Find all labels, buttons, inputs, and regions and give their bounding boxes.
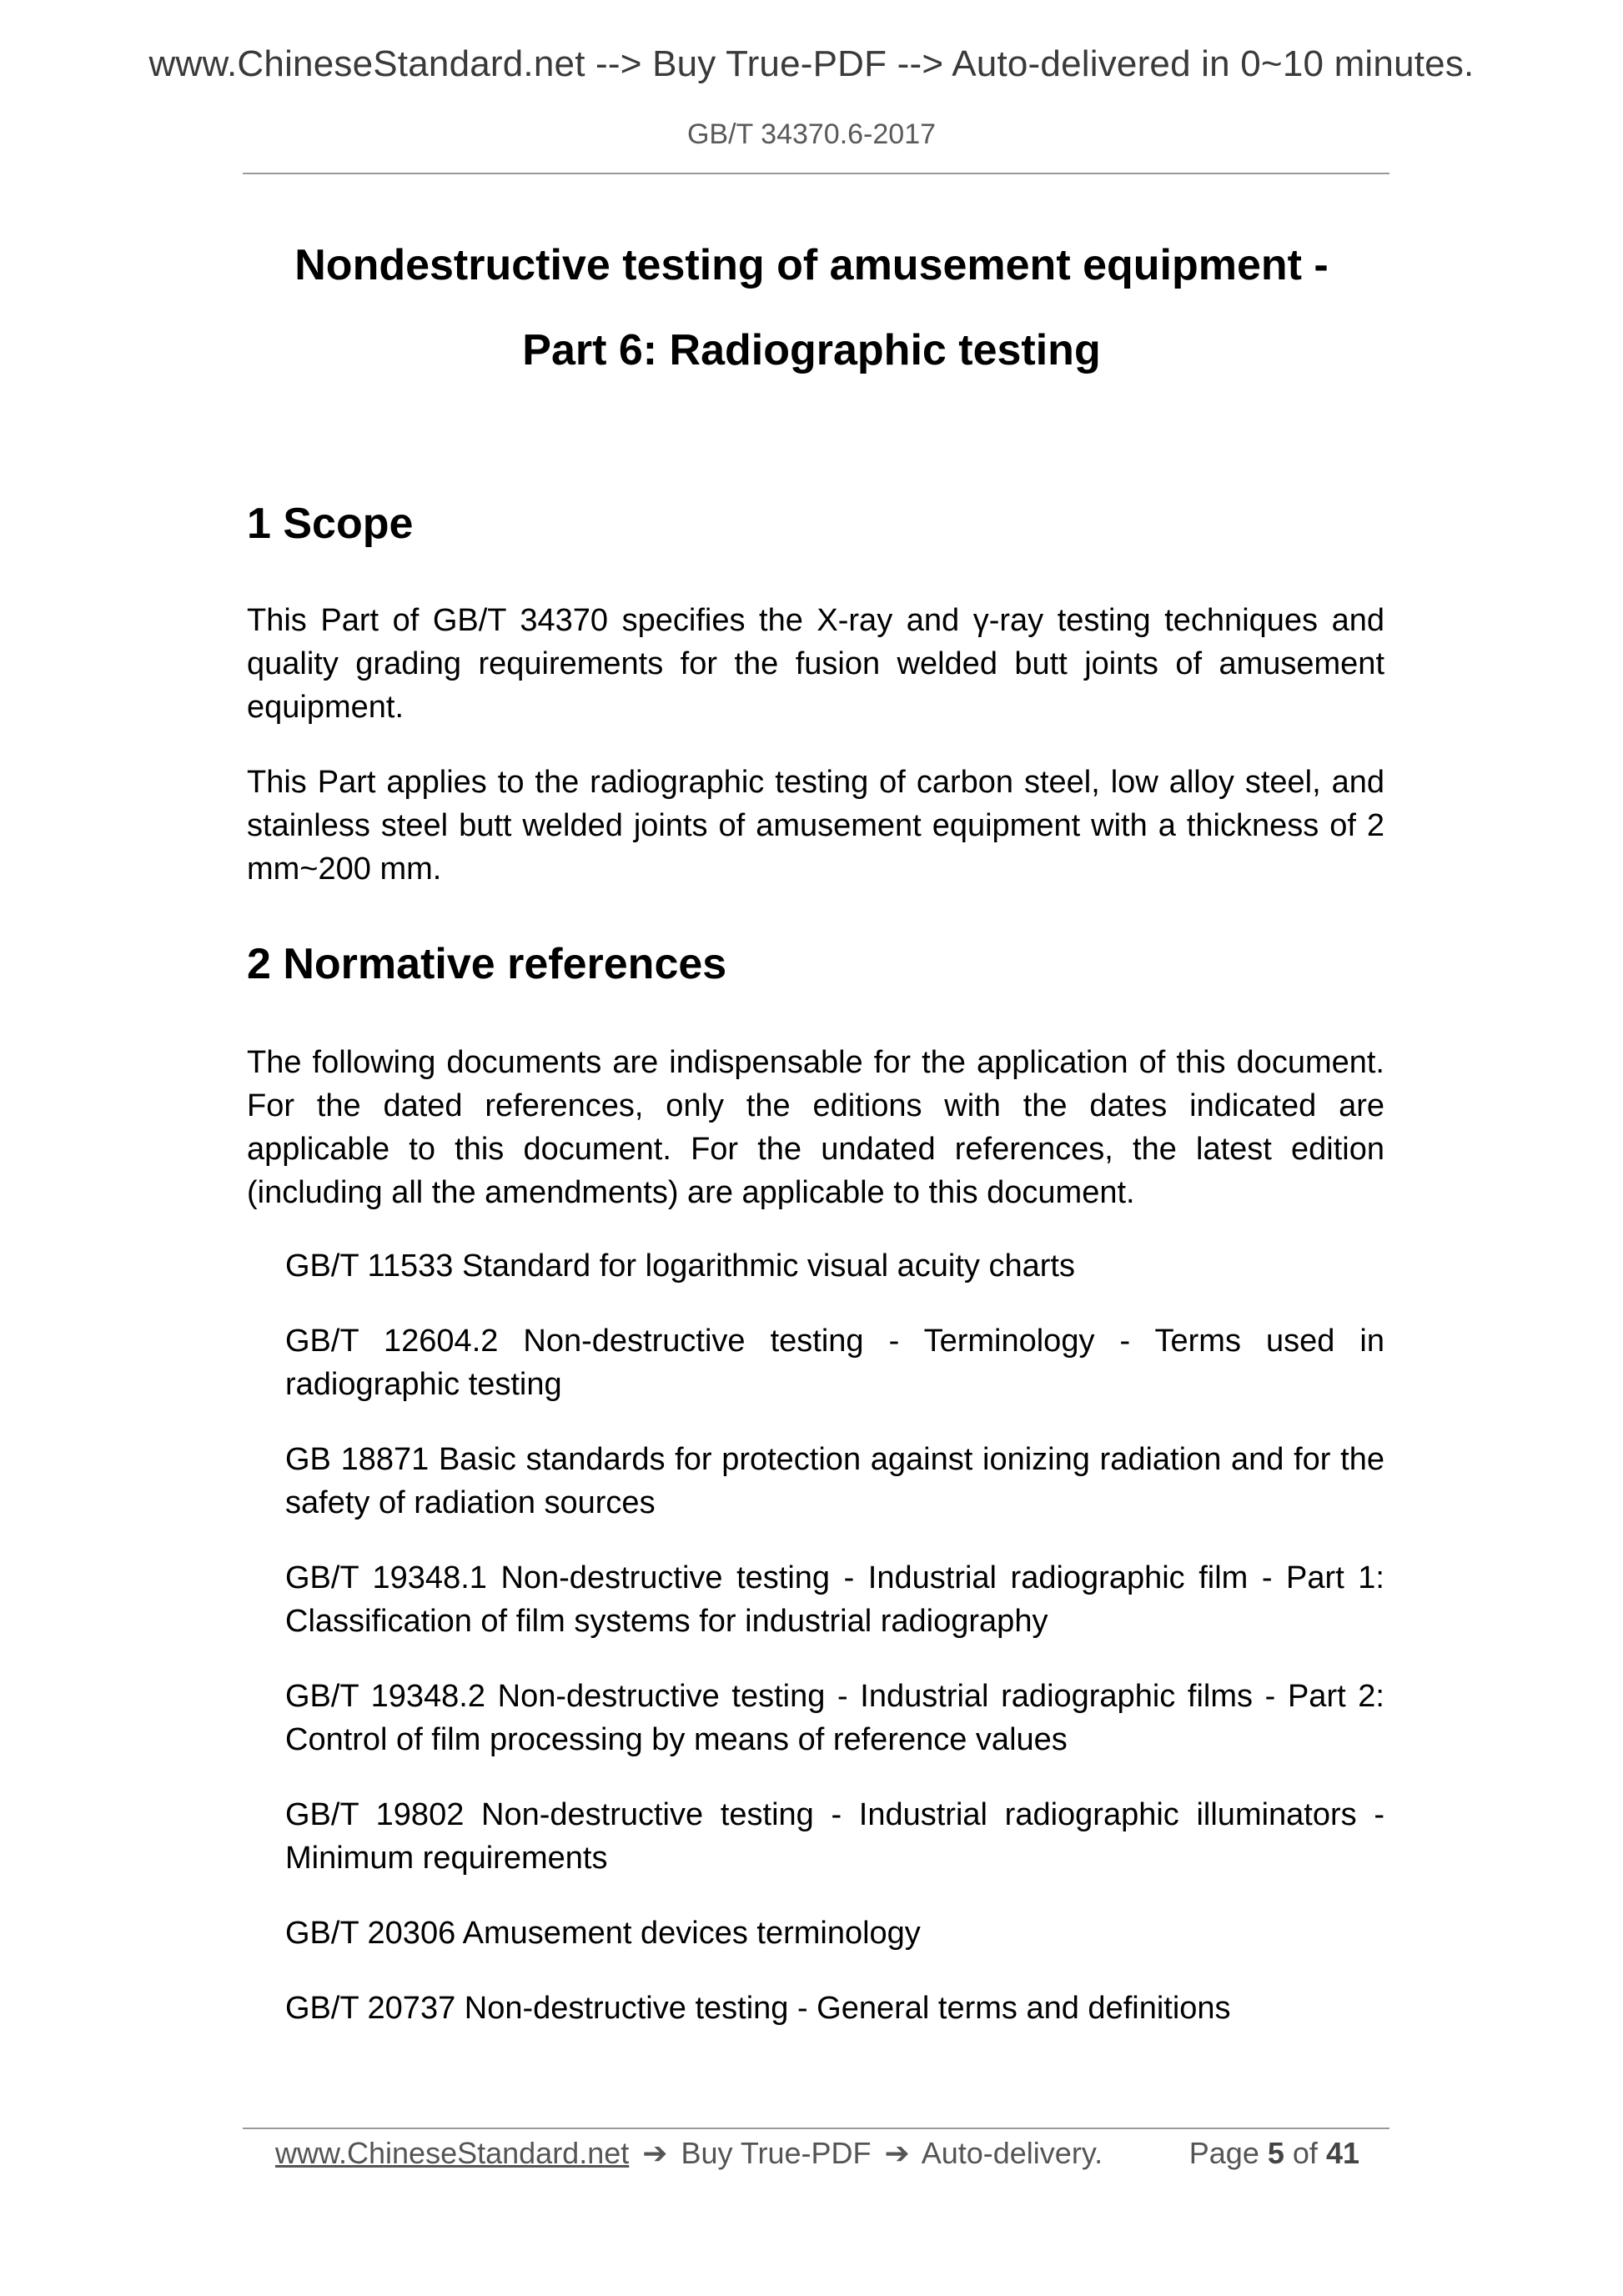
document-title: Nondestructive testing of amusement equipment - (294, 241, 1329, 289)
page-label: Page (1188, 2136, 1259, 2170)
reference-item: GB/T 19348.2 Non-destructive testing - Industrial radiographic films - Part 2: Control of film processing by means of reference values (285, 1679, 1384, 1757)
reference-item: GB/T 11533 Standard for logarithmic visual acuity charts (285, 1248, 1075, 1284)
top-banner: www.ChineseStandard.net --> Buy True-PDF --> Auto-delivered in 0~10 minutes. (148, 43, 1475, 84)
arrow-right-icon: ➔ (884, 2136, 910, 2170)
footer-delivery-text: Auto-delivery. (921, 2136, 1103, 2170)
reference-item: GB/T 12604.2 Non-destructive testing - Terminology - Terms used in radiographic testing (285, 1324, 1384, 1402)
header-divider (243, 173, 1389, 174)
document-subtitle: Part 6: Radiographic testing (522, 326, 1101, 374)
scope-paragraph-2: This Part applies to the radiographic testing of carbon steel, low alloy steel, and stainless steel butt welded joints of amusement equipment with a thickness of 2 mm~200 mm. (247, 765, 1384, 887)
footer-site-link[interactable]: www.ChineseStandard.net (275, 2136, 630, 2170)
footer-divider (243, 2128, 1389, 2129)
reference-item: GB/T 20306 Amusement devices terminology (285, 1916, 921, 1951)
page-footer (275, 2136, 1359, 2179)
footer-buy-text: Buy True-PDF (681, 2136, 872, 2170)
standard-code: GB/T 34370.6-2017 (686, 118, 937, 150)
page-current: 5 (1267, 2136, 1284, 2170)
reference-item: GB 18871 Basic standards for protection against ionizing radiation and for the safety of radiation sources (285, 1442, 1384, 1520)
reference-item: GB/T 19348.1 Non-destructive testing - Industrial radiographic film - Part 1: Classification of film systems for industrial radiography (285, 1560, 1384, 1639)
scope-paragraph-1: This Part of GB/T 34370 specifies the X-ray and γ-ray testing techniques and quality grading requirements for the fusion welded butt joints of amusement equipment. (247, 603, 1384, 725)
arrow-right-icon: ➔ (642, 2136, 668, 2170)
normative-intro-paragraph: The following documents are indispensable for the application of this document. For the dated references, only the editions with the dates indicated are applicable to this document. For the undated references, the latest edition (including all the amendments) are applicable to this document. (247, 1045, 1384, 1210)
section-heading-normative-references: 2 Normative references (247, 940, 727, 988)
reference-item: GB/T 19802 Non-destructive testing - Industrial radiographic illuminators - Minimum requirements (285, 1797, 1384, 1876)
reference-list (285, 1244, 1384, 2062)
reference-item: GB/T 20737 Non-destructive testing - General terms and definitions (285, 1991, 1231, 2026)
section-heading-scope: 1 Scope (247, 500, 414, 548)
page-number (1189, 2136, 1359, 2171)
footer-left (275, 2136, 1103, 2171)
page-total: 41 (1325, 2136, 1359, 2170)
page-of-label: of (1292, 2136, 1318, 2170)
